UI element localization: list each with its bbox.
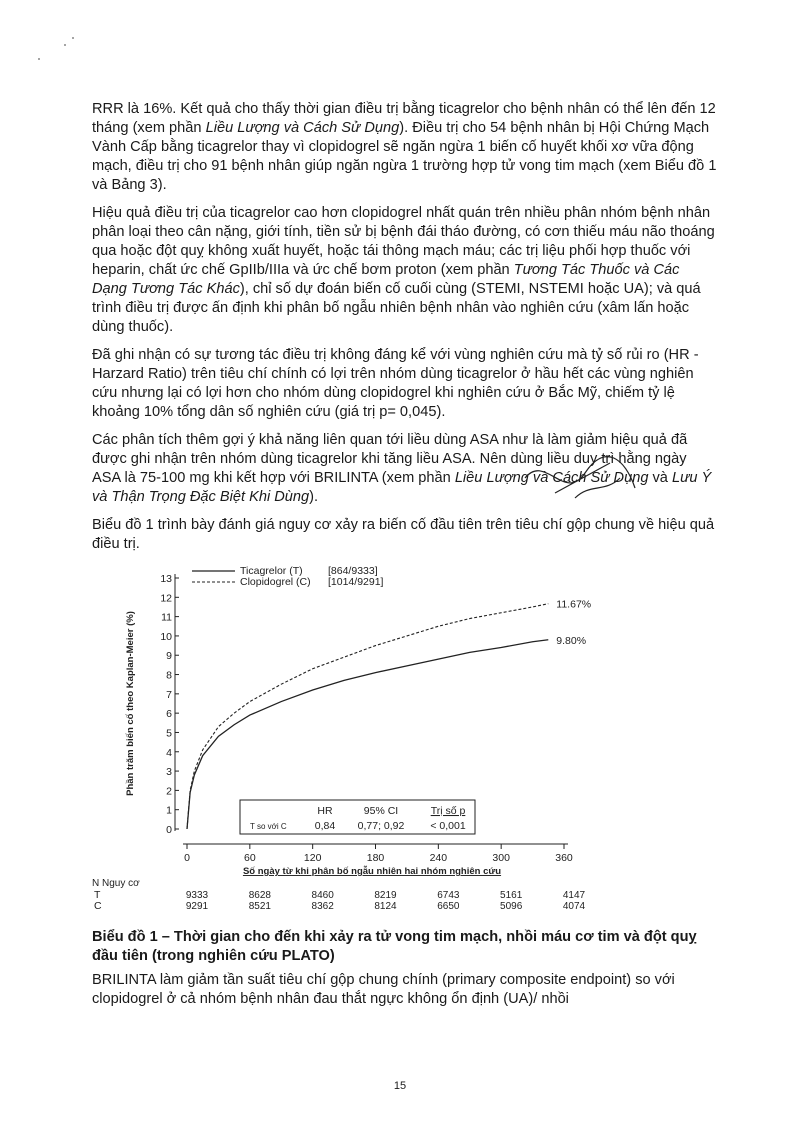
series-line-clopidogrel xyxy=(187,604,548,829)
chart-svg xyxy=(90,560,720,920)
paragraph xyxy=(92,204,717,337)
legend-events: [1014/9291] xyxy=(328,576,384,588)
risk-value: 9291 xyxy=(185,901,209,912)
y-tick-label: 9 xyxy=(166,650,172,663)
stats-header: HR xyxy=(317,805,333,817)
y-tick-label: 2 xyxy=(166,785,172,798)
km-chart xyxy=(90,560,720,920)
risk-value: 6650 xyxy=(437,901,460,912)
risk-value: 5161 xyxy=(500,890,523,901)
y-tick-label: 0 xyxy=(166,824,172,836)
continuation-text: BRILINTA làm giảm tần suất tiêu chí gộp chung chính (primary composite endpoint) so với clopidogrel ở cả nhóm bệnh nhân đau thắt ngực không ổn định (UA)/ nhồi xyxy=(92,972,675,1007)
section-reference: Liều Lượng và Cách Sử Dụng xyxy=(454,470,649,486)
y-tick-label: 11 xyxy=(161,611,172,624)
paragraph xyxy=(92,516,717,554)
paragraph-text: RRR là 16%. Kết quả cho thấy thời gian điều trị bằng ticagrelor cho bệnh nhân có thể lên đến 12 tháng (xem phần xyxy=(92,101,716,136)
risk-value: 8362 xyxy=(311,901,334,912)
page-number: 15 xyxy=(393,1080,407,1092)
x-tick-label: 240 xyxy=(429,852,448,864)
paragraph xyxy=(92,100,717,195)
y-tick-label: 5 xyxy=(166,727,172,740)
x-tick-label: 120 xyxy=(303,852,322,864)
paragraph-text: Các phân tích thêm gợi ý khả năng liên quan tới liều dùng ASA như là làm giảm hiệu quả đã được ghi nhận trên nhóm dùng ticagrelor khi tăng liều ASA. Nên dùng liều duy trì hằng ngày ASA là 75-100 mg khi kết hợp với BRILINTA (xem phần xyxy=(92,432,688,486)
figure-caption: Biểu đồ 1 – Thời gian cho đến khi xảy ra tử vong tim mạch, nhồi máu cơ tim và đột quỵ đầu tiên (trong nghiên cứu PLATO) xyxy=(92,929,697,964)
y-tick-label: 13 xyxy=(160,573,172,585)
y-tick-label: 3 xyxy=(166,766,172,779)
risk-value: 6743 xyxy=(437,890,460,901)
y-axis-label: Phần trăm biến cố theo Kaplan-Meier (%) xyxy=(125,611,136,796)
risk-row-label: C xyxy=(94,900,102,912)
x-tick-label: 360 xyxy=(555,852,573,864)
paragraph-text: ). xyxy=(309,489,319,505)
risk-value: 8124 xyxy=(374,901,397,912)
x-axis-label: Số ngày từ khi phân bố ngẫu nhiên hai nhóm nghiên cứu xyxy=(242,866,502,877)
y-tick-label: 4 xyxy=(166,746,172,759)
risk-value: 8219 xyxy=(374,890,397,901)
y-tick-label: 1 xyxy=(166,804,172,817)
risk-value: 5096 xyxy=(500,901,523,912)
paragraph-text: ). Điều trị cho 54 bệnh nhân bị Hội Chứng Mạch Vành Cấp bằng ticagrelor thay vì clopidogrel sẽ ngăn ngừa 1 biến cố huyết khối xơ vữa động mạch, điều trị cho 91 bệnh nhân giúp ngăn ngừa 1 trường hợp tử vong tim mạch (xem Biểu đồ 1 và Bảng 3). xyxy=(92,120,717,193)
paragraph-text: Biểu đồ 1 trình bày đánh giá nguy cơ xảy ra biến cố đầu tiên trên tiêu chí gộp chung về hiệu quả điều trị. xyxy=(92,517,715,552)
stats-value: < 0,001 xyxy=(430,820,466,832)
section-reference: Lưu Ý và Thận Trọng Đặc Biệt Khi Dùng xyxy=(92,470,712,505)
x-tick-label: 60 xyxy=(243,852,256,864)
stats-header: Trị số p xyxy=(430,805,466,817)
risk-value: 4147 xyxy=(562,890,586,901)
scan-speck xyxy=(38,58,40,60)
legend-name: Ticagrelor (T) xyxy=(240,565,303,577)
risk-value: 8460 xyxy=(311,890,334,901)
section-reference: Tương Tác Thuốc và Các Dạng Tương Tác Khác xyxy=(92,262,680,297)
stats-row-label: T so với C xyxy=(250,822,287,831)
series-end-label: 11.67% xyxy=(556,598,592,611)
stats-header: 95% CI xyxy=(363,805,399,817)
y-tick-label: 12 xyxy=(160,592,172,605)
y-tick-label: 10 xyxy=(160,630,172,643)
risk-value: 9333 xyxy=(185,890,209,901)
y-tick-label: 8 xyxy=(166,669,172,682)
stats-value: 0,77; 0,92 xyxy=(357,820,405,832)
x-tick-label: 0 xyxy=(184,852,190,864)
legend-name: Clopidogrel (C) xyxy=(240,576,311,588)
section-reference: Liều Lượng và Cách Sử Dụng xyxy=(205,120,400,136)
scan-speck xyxy=(64,44,66,46)
signature-mark xyxy=(515,448,655,508)
paragraph-text: và xyxy=(648,470,672,486)
paragraph xyxy=(92,346,717,422)
y-tick-label: 6 xyxy=(166,708,172,721)
paragraph-text: Đã ghi nhận có sự tương tác điều trị không đáng kể với vùng nghiên cứu mà tỷ số rủi ro (HR - Harzard Ratio) trên tiêu chí chính có lợi trên nhóm dùng ticagrelor ở hầu hết các vùng nghiên cứu nhưng lại có lợi hơn cho nhóm dùng clopidogrel khi nghiên cứu ở Bắc Mỹ, chiếm tỷ lệ khoảng 10% tổng dân số nghiên cứu (giá trị p= 0,045). xyxy=(92,347,699,420)
x-tick-label: 180 xyxy=(366,852,385,864)
x-tick-label: 300 xyxy=(492,852,510,864)
series-end-label: 9.80% xyxy=(556,634,587,647)
risk-value: 8628 xyxy=(248,890,271,901)
y-tick-label: 7 xyxy=(166,688,172,701)
scan-speck xyxy=(72,37,74,39)
risk-table-header: N Nguy cơ xyxy=(92,878,140,889)
paragraph-text: Hiệu quả điều trị của ticagrelor cao hơn clopidogrel nhất quán trên nhiều phân nhóm bệnh nhân phân loại theo cân nặng, giới tính, tiền sử bị bệnh đái tháo đường, có cơn thiếu máu não thoáng qua hoặc đột quỵ không xuất huyết, hoặc tái thông mạch máu; các trị liệu phối hợp thuốc với heparin, chất ức chế GpIIb/IIIa và ức chế bơm proton (xem phần xyxy=(92,205,715,278)
risk-row-label: T xyxy=(94,889,101,901)
stats-value: 0,84 xyxy=(314,820,336,832)
legend-events: [864/9333] xyxy=(328,565,378,577)
risk-value: 4074 xyxy=(562,901,586,912)
risk-value: 8521 xyxy=(248,901,271,912)
paragraph-text: ), chỉ số dự đoán biến cố cuối cùng (STEMI, NSTEMI hoặc UA); và quá trình điều trị được ấn định khi phân bố ngẫu nhiên bệnh nhân vào nghiên cứu (xâm lấn hoặc dùng thuốc). xyxy=(92,281,701,335)
